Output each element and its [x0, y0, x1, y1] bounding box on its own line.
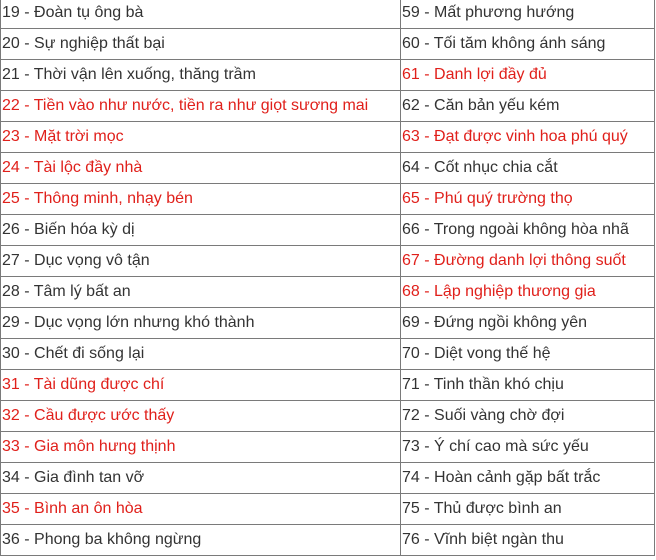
table-row: [1, 60, 655, 91]
table-body: [1, 0, 655, 556]
table-row: [1, 308, 655, 339]
table-row: [1, 339, 655, 370]
table-row: [1, 153, 655, 184]
table-row: [1, 401, 655, 432]
table-row: [1, 0, 655, 29]
table-row: [1, 494, 655, 525]
table-cell-left: 31 - Tài dũng được chí: [1, 370, 401, 401]
table-cell-right: 74 - Hoàn cảnh gặp bất trắc: [401, 463, 655, 494]
table-cell-right: 70 - Diệt vong thế hệ: [401, 339, 655, 370]
table-cell-left: 27 - Dục vọng vô tận: [1, 246, 401, 277]
table-cell-left: 34 - Gia đình tan vỡ: [1, 463, 401, 494]
table-cell-right: 66 - Trong ngoài không hòa nhã: [401, 215, 655, 246]
table-cell-right: 68 - Lập nghiệp thương gia: [401, 277, 655, 308]
table-row: [1, 184, 655, 215]
table-row: [1, 370, 655, 401]
table-cell-right: 76 - Vĩnh biệt ngàn thu: [401, 525, 655, 556]
table-cell-right: 60 - Tối tăm không ánh sáng: [401, 29, 655, 60]
table-cell-right: 71 - Tinh thần khó chịu: [401, 370, 655, 401]
table-row: [1, 246, 655, 277]
table-cell-right: 72 - Suối vàng chờ đợi: [401, 401, 655, 432]
table-row: [1, 91, 655, 122]
table-cell-left: 35 - Bình an ôn hòa: [1, 494, 401, 525]
table-cell-right: 62 - Căn bản yếu kém: [401, 91, 655, 122]
table-cell-right: 67 - Đường danh lợi thông suốt: [401, 246, 655, 277]
table-cell-right: 65 - Phú quý trường thọ: [401, 184, 655, 215]
table-cell-left: 36 - Phong ba không ngừng: [1, 525, 401, 556]
table-row: [1, 525, 655, 556]
table-row: [1, 29, 655, 60]
table-row: [1, 277, 655, 308]
table-row: [1, 122, 655, 153]
table-cell-left: 21 - Thời vận lên xuống, thăng trầm: [1, 60, 401, 91]
table-cell-left: 25 - Thông minh, nhạy bén: [1, 184, 401, 215]
table-cell-left: 30 - Chết đi sống lại: [1, 339, 401, 370]
table-cell-left: 29 - Dục vọng lớn nhưng khó thành: [1, 308, 401, 339]
table-cell-left: 26 - Biến hóa kỳ dị: [1, 215, 401, 246]
table-row: [1, 215, 655, 246]
table-cell-right: 69 - Đứng ngồi không yên: [401, 308, 655, 339]
table-cell-left: 23 - Mặt trời mọc: [1, 122, 401, 153]
table-cell-right: 63 - Đạt được vinh hoa phú quý: [401, 122, 655, 153]
table-cell-right: 61 - Danh lợi đầy đủ: [401, 60, 655, 91]
table-cell-left: 20 - Sự nghiệp thất bại: [1, 29, 401, 60]
table-cell-right: 73 - Ý chí cao mà sức yếu: [401, 432, 655, 463]
table-cell-left: 32 - Cầu được ước thấy: [1, 401, 401, 432]
table-cell-left: 24 - Tài lộc đầy nhà: [1, 153, 401, 184]
table-cell-left: 33 - Gia môn hưng thịnh: [1, 432, 401, 463]
table-cell-right: 75 - Thủ được bình an: [401, 494, 655, 525]
table-cell-left: 28 - Tâm lý bất an: [1, 277, 401, 308]
table-cell-right: 64 - Cốt nhục chia cắt: [401, 153, 655, 184]
table-row: [1, 463, 655, 494]
table-cell-left: 22 - Tiền vào như nước, tiền ra như giọt sương mai: [1, 91, 401, 122]
table-cell-left: 19 - Đoàn tụ ông bà: [1, 0, 401, 29]
table-row: [1, 432, 655, 463]
table-cell-right: 59 - Mất phương hướng: [401, 0, 655, 29]
